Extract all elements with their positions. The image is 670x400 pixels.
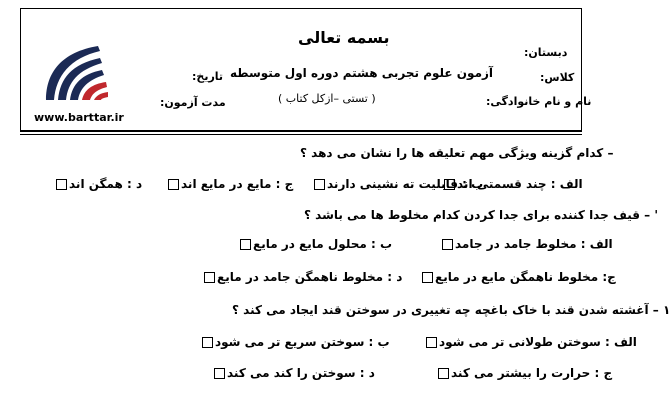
question-3-option-a[interactable]: الف : سوختن طولانی تر می شود: [424, 335, 637, 349]
question-1-text: – کدام گزینه ویژگی مهم تعلیقه ها را نشان می دهد ؟: [300, 146, 614, 160]
checkbox-icon[interactable]: [168, 179, 179, 190]
checkbox-icon[interactable]: [426, 337, 437, 348]
checkbox-icon[interactable]: [442, 239, 453, 250]
question-1-option-b[interactable]: ب : قابلیت ته نشینی دارند: [312, 177, 483, 191]
header-frame-left: [20, 8, 21, 130]
question-3-option-d[interactable]: د : سوختن را کند می کند: [212, 366, 375, 380]
checkbox-icon[interactable]: [422, 272, 433, 283]
question-2-option-b[interactable]: ب : محلول مایع در مایع: [238, 237, 392, 251]
header-frame-right: [581, 8, 582, 130]
checkbox-icon[interactable]: [202, 337, 213, 348]
header-frame-top: [20, 8, 582, 9]
checkbox-icon[interactable]: [314, 179, 325, 190]
class-label: کلاس:: [540, 71, 575, 84]
checkbox-icon[interactable]: [214, 368, 225, 379]
name-label: نام و نام خانوادگی:: [486, 95, 592, 108]
question-2-option-a[interactable]: الف : مخلوط جامد در جامد: [440, 237, 613, 251]
checkbox-icon[interactable]: [438, 368, 449, 379]
barttar-logo-icon: [40, 42, 112, 106]
header-divider: [20, 130, 582, 132]
exam-type: ( تستی –ازکل کتاب ): [278, 92, 376, 105]
question-3-option-b[interactable]: ب : سوختن سریع تر می شود: [200, 335, 390, 349]
question-2-text: ' – قیف جدا کننده برای جدا کردن کدام مخلوط ها می باشد ؟: [304, 208, 659, 222]
question-3-text: ۱ – آغشته شدن قند با خاک باغچه چه تغییری در سوختن قند ایجاد می کند ؟: [232, 303, 670, 317]
checkbox-icon[interactable]: [56, 179, 67, 190]
header-divider-thin: [20, 134, 582, 135]
question-2-option-d[interactable]: د : مخلوط ناهمگن جامد در مایع: [202, 270, 402, 284]
school-label: دبستان:: [524, 46, 568, 59]
question-1-option-a[interactable]: الف : چند قسمتی اند: [442, 177, 583, 191]
question-2-option-c[interactable]: ج: مخلوط ناهمگن مایع در مایع: [420, 270, 616, 284]
date-label: تاریخ:: [192, 70, 224, 83]
question-3-option-c[interactable]: ج : حرارت را بیشتر می کند: [436, 366, 612, 380]
bismillah-heading: بسمه تعالی: [298, 28, 390, 47]
checkbox-icon[interactable]: [204, 272, 215, 283]
question-1-option-c[interactable]: ج : مایع در مایع اند: [166, 177, 293, 191]
exam-title: آزمون علوم تجربی هشتم دوره اول متوسطه: [230, 66, 494, 80]
checkbox-icon[interactable]: [240, 239, 251, 250]
question-1-option-d[interactable]: د : همگن اند: [54, 177, 142, 191]
website-url: www.barttar.ir: [34, 111, 124, 124]
duration-label: مدت آزمون:: [160, 96, 226, 109]
